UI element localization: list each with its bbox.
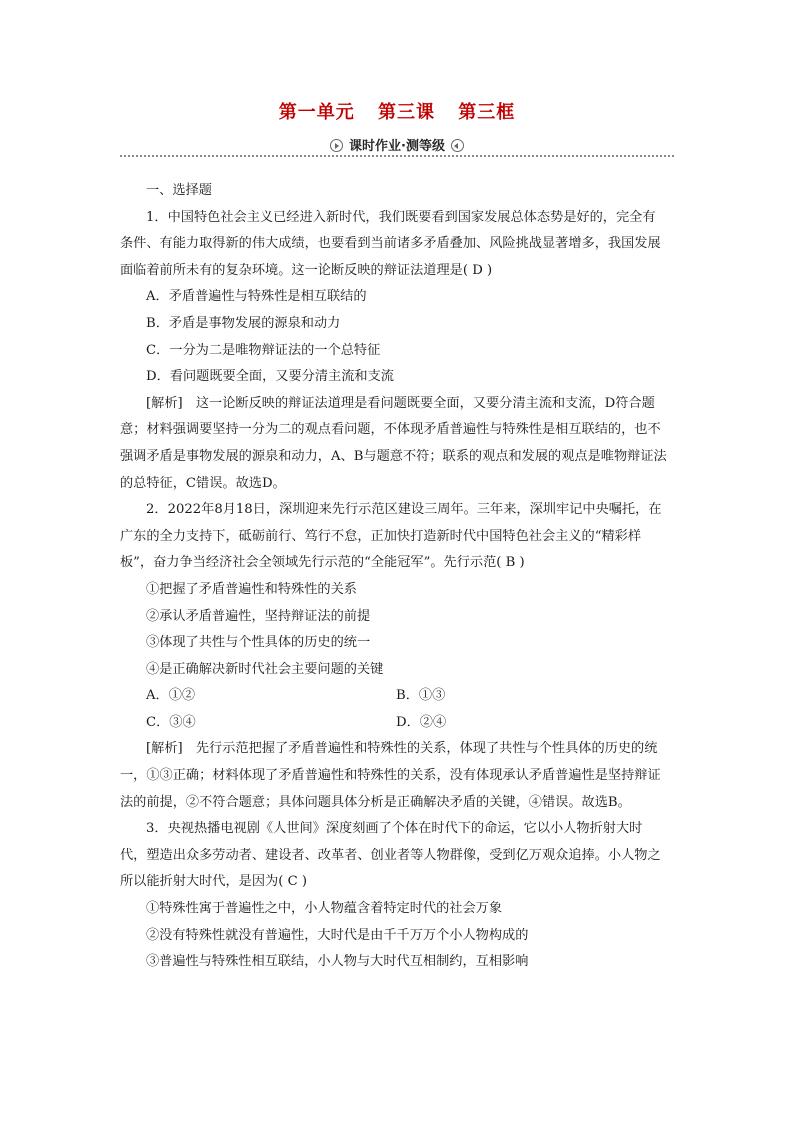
- analysis-label: [解析]: [146, 741, 183, 757]
- q3-stem: 3．央视热播电视剧《人世间》深度刻画了个体在时代下的命运，它以小人物折射大时代，塑造出众多劳动者、建设者、改革者、创业者等人物群像，受到亿万观众追捧。小人物之所以能折射大时代，是因为( C ): [120, 821, 661, 890]
- q2-options-row-1: [120, 683, 668, 710]
- q2-analysis: [120, 736, 668, 816]
- q1-option-d: D．看问题既要全面，又要分清主流和支流: [146, 369, 394, 385]
- play-left-icon: [451, 139, 464, 152]
- q2-statement-4: ④是正确解决新时代社会主要问题的关键: [146, 661, 384, 677]
- q2-option-d: D．②④: [396, 714, 447, 730]
- q2-statement-1: ①把握了矛盾普遍性和特殊性的关系: [146, 581, 357, 597]
- exercise-content: [120, 178, 668, 976]
- q2-statement-2: ②承认矛盾普遍性，坚持辩证法的前提: [146, 608, 371, 624]
- q1-stem: 1．中国特色社会主义已经进入新时代，我们既要看到国家发展总体态势是好的，完全有条件、有能力取得新的伟大成绩，也要看到当前诸多矛盾叠加、风险挑战显著增多，我国发展面临着前所未有的复杂环境。这一论断反映的辩证法道理是( D ): [120, 209, 661, 278]
- q1-analysis: [120, 391, 668, 497]
- title-lesson: 第三课: [378, 102, 435, 123]
- q2-stem: 2．2022年8月18日，深圳迎来先行示范区建设三周年。三年来，深圳牢记中央嘱托，在广东的全力支持下，砥砺前行、笃行不怠，正加快打造新时代中国特色社会主义的“精彩样板”，奋力争当经济社会全领域先行示范的“全能冠军”。先行示范( B ): [120, 502, 662, 571]
- q1-analysis-text: 这一论断反映的辩证法道理是看问题既要全面，又要分清主流和支流，D符合题意；材料强调要坚持一分为二的观点看问题，不体现矛盾普遍性与特殊性是相互联结的，也不强调矛盾是事物发展的源泉和动力，A、B与题意不符；联系的观点和发展的观点是唯物辩证法的总特征，C错误。故选D。: [120, 395, 667, 491]
- title-unit: 第一单元: [278, 102, 355, 123]
- page-title: [0, 98, 794, 124]
- q2-analysis-text: 先行示范把握了矛盾普遍性和特殊性的关系，体现了共性与个性具体的历史的统一，①③正确；材料体现了矛盾普遍性和特殊性的关系，没有体现承认矛盾普遍性是坚持辩证法的前提，②不符合题意；具体问题具体分析是正确解决矛盾的关键，④错误。故选B。: [120, 741, 661, 810]
- section-heading: 一、选择题: [146, 183, 212, 198]
- title-frame: 第三框: [458, 102, 516, 123]
- play-right-icon: [330, 139, 343, 152]
- q2-statement-3: ③体现了共性与个性具体的历史的统一: [146, 635, 371, 651]
- dotted-divider: [120, 155, 674, 157]
- q1-option-c: C．一分为二是唯物辩证法的一个总特征: [146, 342, 381, 358]
- q3-statement-2: ②没有特殊性就没有普遍性，大时代是由千千万万个小人物构成的: [146, 927, 529, 943]
- q1-option-a: A．矛盾普遍性与特殊性是相互联结的: [146, 289, 367, 305]
- q2-option-c: C．③④: [146, 714, 196, 730]
- q2-option-a: A．①②: [146, 688, 196, 704]
- q3-statement-1: ①特殊性寓于普遍性之中，小人物蕴含着特定时代的社会万象: [146, 901, 503, 917]
- q3-statement-3: ③普遍性与特殊性相互联结，小人物与大时代互相制约，互相影响: [146, 954, 529, 970]
- subtitle-text: 课时作业·测等级: [349, 139, 445, 154]
- q2-option-b: B．①③: [396, 688, 446, 704]
- q1-option-b: B．矛盾是事物发展的源泉和动力: [146, 315, 341, 331]
- q2-options-row-2: [120, 710, 668, 737]
- subtitle-banner: [0, 135, 794, 154]
- analysis-label: [解析]: [146, 395, 183, 411]
